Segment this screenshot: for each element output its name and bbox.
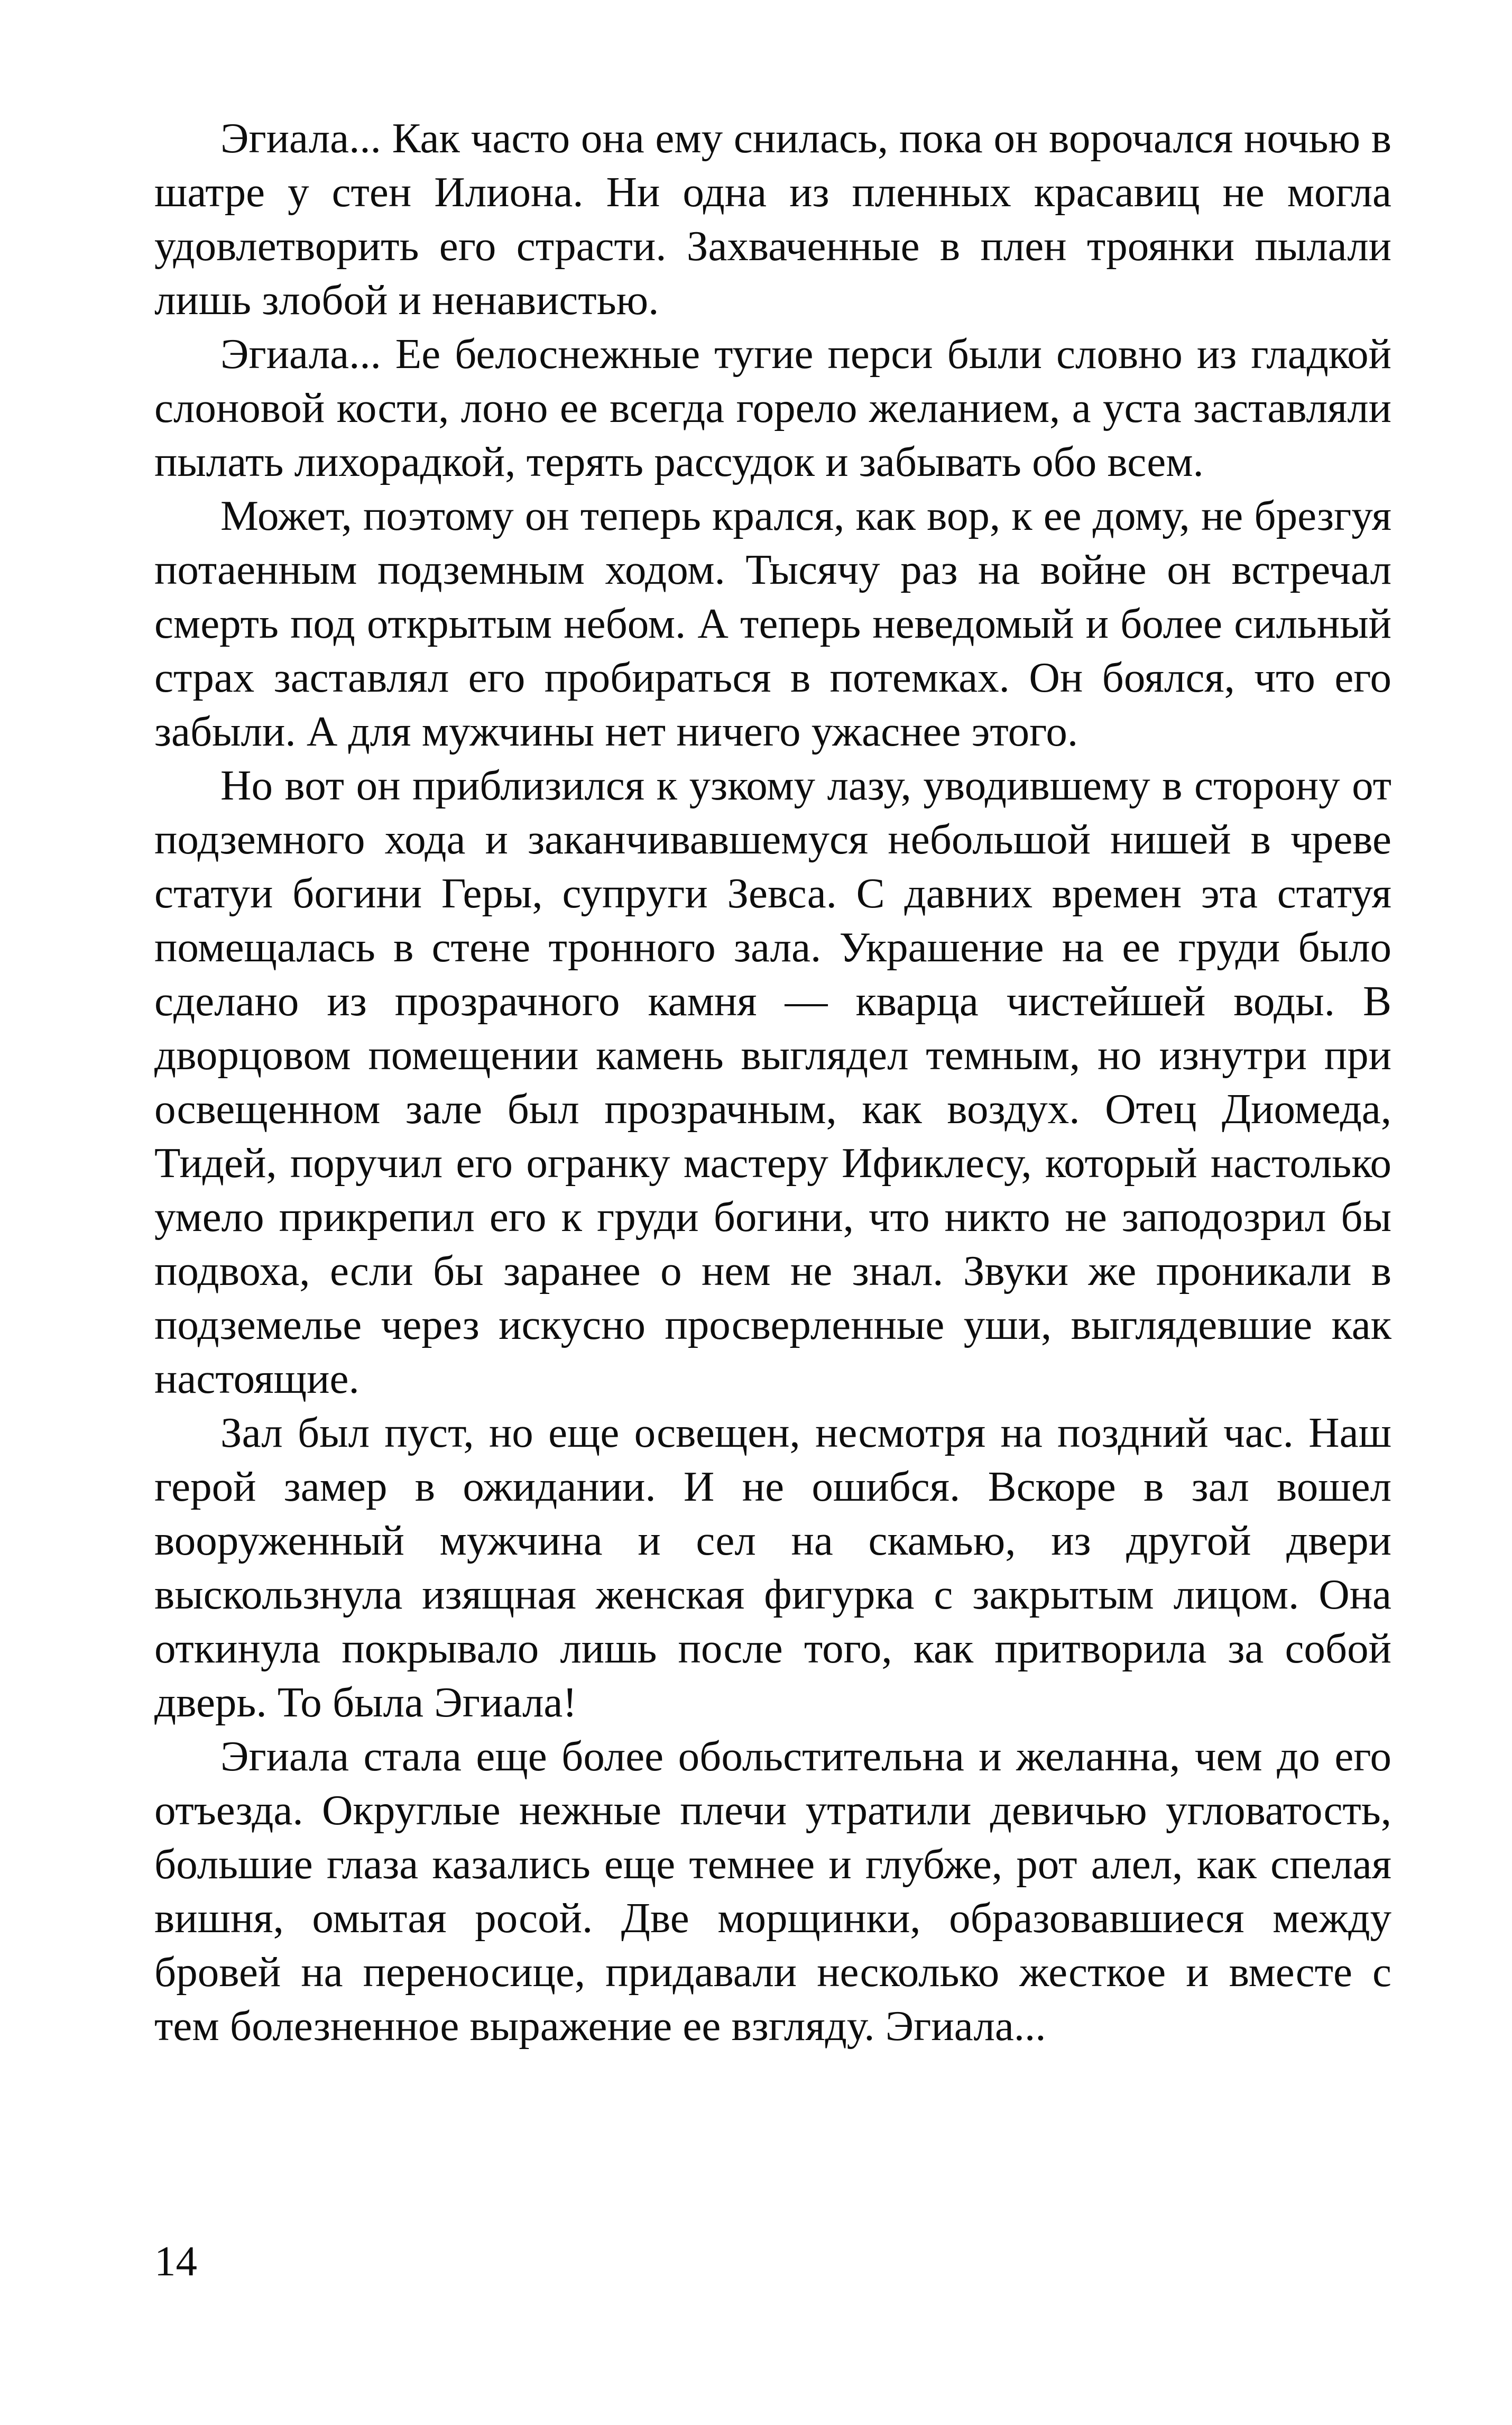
- page-number: 14: [154, 2237, 197, 2285]
- paragraph-5: Зал был пуст, но еще освещен, несмотря на поздний час. Наш герой замер в ожидании. И не ошибся. Вскоре в зал вошел вооруженный мужчина и сел на скамью, из другой двери выскользнула изящная женская фигурка с закрытым лицом. Она откинула покрывало лишь после того, как притворила за собой дверь. То была Эгиала!: [154, 1409, 1391, 1726]
- paragraph-4: Но вот он приблизился к узкому лазу, уводившему в сторону от подземного хода и заканчивавшемуся небольшой нишей в чреве статуи богини Геры, супруги Зевса. С давних времен эта статуя помещалась в стене тронного зала. Украшение на ее груди было сделано из прозрачного камня — кварца чистейшей воды. В дворцовом помещении камень выглядел темным, но изнутри при освещенном зале был прозрачным, как воздух. Отец Диомеда, Тидей, поручил его огранку мастеру Ификлесу, который настолько умело прикрепил его к груди богини, что никто не заподозрил бы подвоха, если бы заранее о нем не знал. Звуки же проникали в подземелье через искусно просверленные уши, выглядевшие как настоящие.: [154, 761, 1391, 1402]
- paragraph-3: Может, поэтому он теперь крался, как вор, к ее дому, не брезгуя потаенным подземным ходом. Тысячу раз на войне он встречал смерть под открытым небом. А теперь неведомый и более сильный страх заставлял его пробираться в потемках. Он боялся, что его забыли. А для мужчины нет ничего ужаснее этого.: [154, 492, 1391, 755]
- paragraph-1: Эгиала... Как часто она ему снилась, пока он ворочался ночью в шатре у стен Илиона. Ни одна из пленных красавиц не могла удовлетворить его страсти. Захваченные в плен троянки пылали лишь злобой и ненавистью.: [154, 114, 1391, 324]
- paragraph-2: Эгиала... Ее белоснежные тугие перси были словно из гладкой слоновой кости, лоно ее всегда горело желанием, а уста заставляли пылать лихорадкой, терять рассудок и забывать обо всем.: [154, 330, 1391, 485]
- body-text: [154, 111, 1391, 2053]
- paragraph-6: Эгиала стала еще более обольстительна и желанна, чем до его отъезда. Округлые нежные плечи утратили девичью угловатость, большие глаза казались еще темнее и глубже, рот алел, как спелая вишня, омытая росой. Две морщинки, образовавшиеся между бровей на переносице, придавали несколько жесткое и вместе с тем болезненное выражение ее взгляду. Эгиала...: [154, 1732, 1391, 2050]
